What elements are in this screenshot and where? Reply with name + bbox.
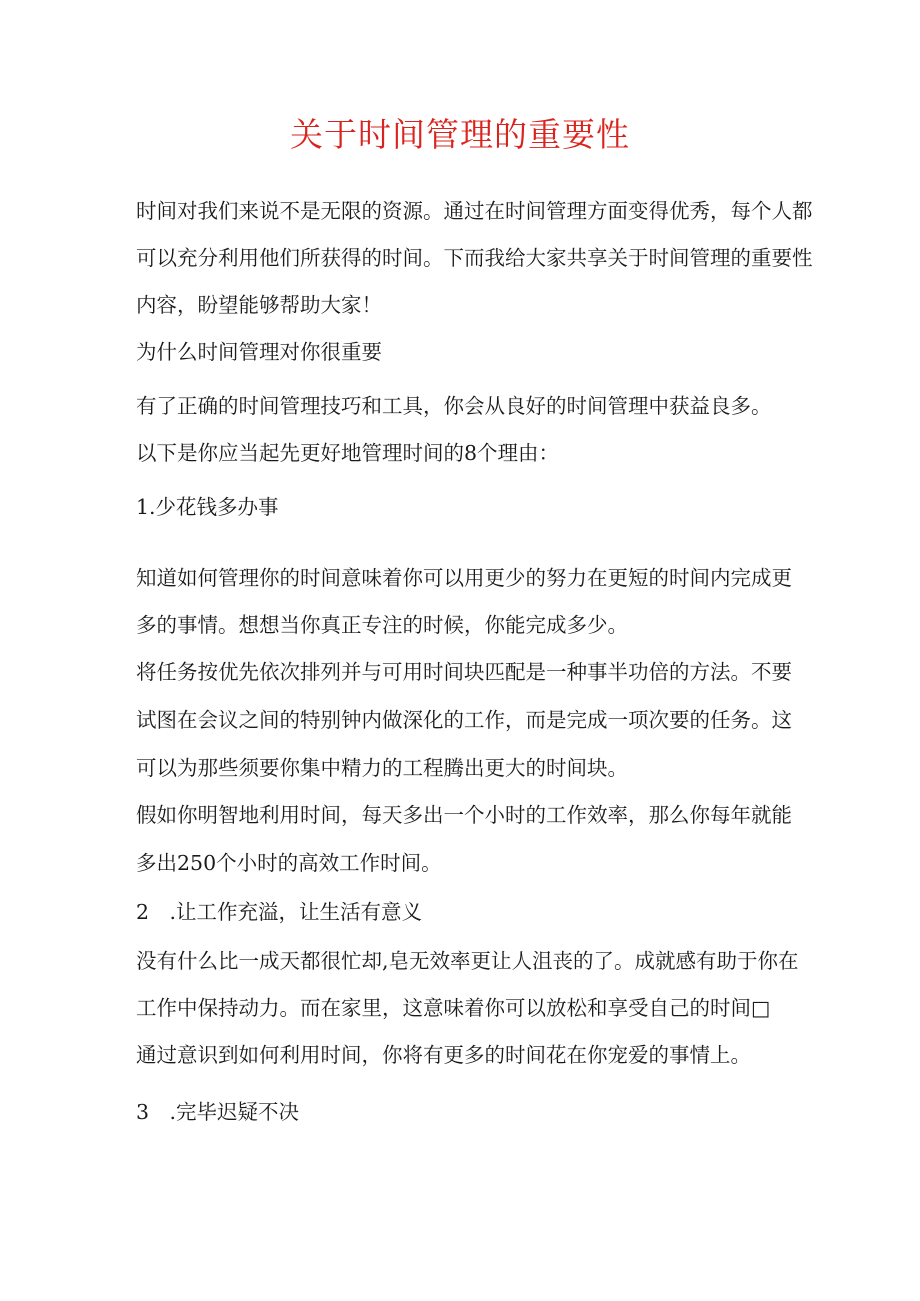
- paragraph-line: 多出250个小时的高效工作时间。: [136, 851, 442, 875]
- section-heading: 1.少花钱多办事: [136, 495, 279, 519]
- paragraph-line: 多的事情。想想当你真正专注的时候，你能完成多少。: [136, 613, 628, 637]
- paragraph-line: 可以充分利用他们所获得的时间。下而我给大家共享关于时间管理的重要性: [136, 246, 813, 270]
- paragraph-line: 可以为那些须要你集中精力的工程腾出更大的时间块。: [136, 756, 628, 780]
- paragraph-line: 通过意识到如何利用时间，你将有更多的时间花在你宠爱的事情上。: [136, 1043, 751, 1067]
- paragraph-line: 假如你明智地利用时间，每天多出一个小时的工作效率，那么你每年就能: [136, 803, 792, 827]
- paragraph-line: 内容，盼望能够帮助大家！: [136, 293, 382, 317]
- section-heading: 2 .让工作充溢，让生活有意义: [136, 900, 423, 924]
- paragraph-line: 以下是你应当起先更好地管理时间的8个理由：: [136, 441, 560, 465]
- paragraph-line: 试图在会议之间的特别钟内做深化的工作，而是完成一项次要的任务。这: [136, 708, 792, 732]
- paragraph-line: 有了正确的时间管理技巧和工具，你会从良好的时间管理中获益良多。: [136, 394, 772, 418]
- paragraph-line: 将任务按优先依次排列并与可用时间块匹配是一种事半功倍的方法。不要: [136, 660, 792, 684]
- section-heading: 3 .完毕迟疑不决: [136, 1100, 300, 1124]
- paragraph-line: 时间对我们来说不是无限的资源。通过在时间管理方面变得优秀，每个人都: [136, 199, 813, 223]
- paragraph-line: 没有什么比一成天都很忙却,皂无效率更让人沮丧的了。成就感有助于你在: [136, 949, 799, 973]
- paragraph-line: 工作中保持动力。而在家里，这意味着你可以放松和享受自己的时间□: [136, 996, 771, 1020]
- paragraph-line: 知道如何管理你的时间意味着你可以用更少的努力在更短的时间内完成更: [136, 566, 792, 590]
- document-title: 关于时间管理的重要性: [290, 115, 630, 154]
- section-heading: 为什么时间管理对你很重要: [136, 340, 382, 364]
